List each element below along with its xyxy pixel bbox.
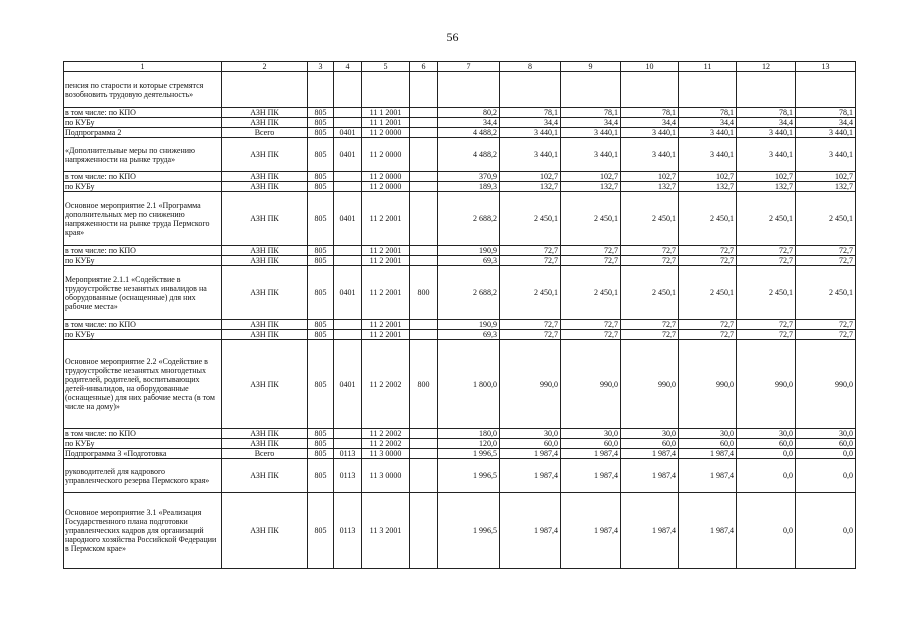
value-cell: 72,7 (500, 320, 561, 330)
value-cell (796, 72, 856, 108)
responsible-cell: АЗН ПК (222, 138, 308, 172)
value-cell: 72,7 (500, 330, 561, 340)
table-row (64, 320, 856, 330)
vr-cell (410, 330, 438, 340)
value-cell: 1 800,0 (438, 340, 500, 429)
ved-cell: 805 (308, 429, 334, 439)
vr-cell (410, 128, 438, 138)
value-cell (679, 72, 737, 108)
table-row (64, 182, 856, 192)
table-body (64, 62, 856, 569)
value-cell: 72,7 (500, 256, 561, 266)
header-cell: 7 (438, 62, 500, 72)
csr-cell: 11 2 0000 (362, 138, 410, 172)
csr-cell: 11 2 2001 (362, 320, 410, 330)
value-cell: 990,0 (561, 340, 621, 429)
value-cell: 1 996,5 (438, 459, 500, 493)
value-cell: 3 440,1 (737, 138, 796, 172)
table-row (64, 172, 856, 182)
header-cell: 13 (796, 62, 856, 72)
vr-cell (410, 493, 438, 569)
value-cell (500, 72, 561, 108)
value-cell: 2 450,1 (737, 266, 796, 320)
ved-cell: 805 (308, 320, 334, 330)
value-cell: 3 440,1 (561, 128, 621, 138)
vr-cell (410, 449, 438, 459)
ved-cell: 805 (308, 192, 334, 246)
table-row (64, 72, 856, 108)
value-cell: 72,7 (621, 330, 679, 340)
value-cell: 990,0 (500, 340, 561, 429)
value-cell: 1 987,4 (500, 449, 561, 459)
value-cell: 2 450,1 (796, 266, 856, 320)
value-cell: 30,0 (561, 429, 621, 439)
value-cell: 72,7 (796, 320, 856, 330)
value-cell: 990,0 (679, 340, 737, 429)
value-cell: 72,7 (621, 320, 679, 330)
value-cell: 72,7 (737, 330, 796, 340)
value-cell: 72,7 (621, 246, 679, 256)
value-cell: 2 450,1 (561, 192, 621, 246)
header-cell: 9 (561, 62, 621, 72)
value-cell (561, 72, 621, 108)
table-row (64, 256, 856, 266)
razd-cell (334, 246, 362, 256)
value-cell: 72,7 (679, 320, 737, 330)
value-cell: 0,0 (737, 449, 796, 459)
razd-cell: 0113 (334, 459, 362, 493)
value-cell: 990,0 (621, 340, 679, 429)
csr-cell: 11 1 2001 (362, 118, 410, 128)
name-cell: Подпрограмма 2 (64, 128, 222, 138)
value-cell: 3 440,1 (621, 138, 679, 172)
vr-cell: 800 (410, 340, 438, 429)
responsible-cell: АЗН ПК (222, 439, 308, 449)
razd-cell: 0113 (334, 449, 362, 459)
value-cell: 78,1 (621, 108, 679, 118)
ved-cell: 805 (308, 108, 334, 118)
responsible-cell: АЗН ПК (222, 108, 308, 118)
value-cell: 72,7 (561, 320, 621, 330)
table-row (64, 330, 856, 340)
table-row (64, 340, 856, 429)
ved-cell: 805 (308, 493, 334, 569)
value-cell: 2 450,1 (679, 266, 737, 320)
responsible-cell: АЗН ПК (222, 340, 308, 429)
value-cell: 60,0 (796, 439, 856, 449)
value-cell: 189,3 (438, 182, 500, 192)
responsible-cell: Всего (222, 128, 308, 138)
value-cell: 2 450,1 (500, 266, 561, 320)
value-cell: 3 440,1 (500, 138, 561, 172)
csr-cell: 11 2 2002 (362, 439, 410, 449)
name-cell: в том числе: по КПО (64, 320, 222, 330)
value-cell: 132,7 (737, 182, 796, 192)
name-cell: по КУБу (64, 182, 222, 192)
csr-cell: 11 2 2002 (362, 340, 410, 429)
value-cell: 190,9 (438, 246, 500, 256)
value-cell: 60,0 (737, 439, 796, 449)
header-cell: 1 (64, 62, 222, 72)
razd-cell: 0113 (334, 493, 362, 569)
table-row (64, 429, 856, 439)
value-cell: 60,0 (561, 439, 621, 449)
responsible-cell: АЗН ПК (222, 246, 308, 256)
value-cell: 72,7 (737, 246, 796, 256)
value-cell: 132,7 (621, 182, 679, 192)
name-cell: по КУБу (64, 330, 222, 340)
value-cell: 80,2 (438, 108, 500, 118)
name-cell: пенсия по старости и которые стремятся возобновить трудовую деятельность» (64, 72, 222, 108)
name-cell: Основное мероприятие 3.1 «Реализация Государственного плана подготовки управленческих кадров для организаций народного хозяйства Российской Федерации в Пермском крае» (64, 493, 222, 569)
header-cell: 5 (362, 62, 410, 72)
value-cell: 34,4 (737, 118, 796, 128)
value-cell: 1 996,5 (438, 493, 500, 569)
value-cell: 60,0 (500, 439, 561, 449)
header-cell: 3 (308, 62, 334, 72)
value-cell: 34,4 (621, 118, 679, 128)
value-cell: 102,7 (561, 172, 621, 182)
responsible-cell: АЗН ПК (222, 266, 308, 320)
value-cell: 4 488,2 (438, 138, 500, 172)
value-cell: 1 987,4 (679, 459, 737, 493)
responsible-cell: АЗН ПК (222, 182, 308, 192)
razd-cell (334, 256, 362, 266)
value-cell (737, 72, 796, 108)
csr-cell (362, 72, 410, 108)
value-cell: 132,7 (561, 182, 621, 192)
header-cell: 8 (500, 62, 561, 72)
responsible-cell: Всего (222, 449, 308, 459)
value-cell: 370,9 (438, 172, 500, 182)
table-row (64, 118, 856, 128)
value-cell: 2 450,1 (500, 192, 561, 246)
header-row (64, 62, 856, 72)
razd-cell (334, 108, 362, 118)
value-cell: 69,3 (438, 330, 500, 340)
value-cell: 0,0 (796, 459, 856, 493)
vr-cell (410, 108, 438, 118)
value-cell: 2 450,1 (621, 192, 679, 246)
value-cell: 2 688,2 (438, 266, 500, 320)
value-cell: 0,0 (796, 493, 856, 569)
value-cell: 60,0 (679, 439, 737, 449)
name-cell: «Дополнительные меры по снижению напряженности на рынке труда» (64, 138, 222, 172)
value-cell: 72,7 (679, 256, 737, 266)
ved-cell: 805 (308, 118, 334, 128)
name-cell: Основное мероприятие 2.2 «Содействие в трудоустройстве незанятых многодетных родителей, родителей, воспитывающих детей-инвалидов, на оборудованные (оснащенные) для них рабочие места (в том числе на дому)» (64, 340, 222, 429)
razd-cell (334, 330, 362, 340)
name-cell: Подпрограмма 3 «Подготовка (64, 449, 222, 459)
value-cell: 132,7 (679, 182, 737, 192)
razd-cell (334, 118, 362, 128)
value-cell: 30,0 (796, 429, 856, 439)
name-cell: Мероприятие 2.1.1 «Содействие в трудоустройстве незанятых инвалидов на оборудованные (оснащенные) для них рабочие места» (64, 266, 222, 320)
razd-cell: 0401 (334, 266, 362, 320)
value-cell: 30,0 (500, 429, 561, 439)
ved-cell: 805 (308, 256, 334, 266)
ved-cell: 805 (308, 439, 334, 449)
value-cell: 69,3 (438, 256, 500, 266)
value-cell: 990,0 (737, 340, 796, 429)
value-cell: 0,0 (796, 449, 856, 459)
budget-table (63, 61, 856, 569)
value-cell: 1 987,4 (561, 459, 621, 493)
csr-cell: 11 1 2001 (362, 108, 410, 118)
csr-cell: 11 2 0000 (362, 128, 410, 138)
razd-cell: 0401 (334, 340, 362, 429)
value-cell: 102,7 (621, 172, 679, 182)
vr-cell (410, 429, 438, 439)
value-cell: 2 450,1 (679, 192, 737, 246)
responsible-cell: АЗН ПК (222, 172, 308, 182)
csr-cell: 11 2 0000 (362, 182, 410, 192)
vr-cell (410, 256, 438, 266)
table-row (64, 138, 856, 172)
value-cell: 1 987,4 (621, 459, 679, 493)
value-cell: 1 987,4 (500, 459, 561, 493)
vr-cell (410, 182, 438, 192)
value-cell: 102,7 (737, 172, 796, 182)
table-row (64, 246, 856, 256)
razd-cell (334, 439, 362, 449)
value-cell: 34,4 (796, 118, 856, 128)
vr-cell (410, 459, 438, 493)
value-cell: 30,0 (679, 429, 737, 439)
ved-cell: 805 (308, 182, 334, 192)
vr-cell (410, 72, 438, 108)
csr-cell: 11 2 0000 (362, 172, 410, 182)
razd-cell (334, 429, 362, 439)
value-cell: 2 450,1 (561, 266, 621, 320)
value-cell: 132,7 (500, 182, 561, 192)
name-cell: по КУБу (64, 439, 222, 449)
vr-cell (410, 320, 438, 330)
name-cell: в том числе: по КПО (64, 172, 222, 182)
csr-cell: 11 2 2001 (362, 266, 410, 320)
table-row (64, 266, 856, 320)
responsible-cell: АЗН ПК (222, 256, 308, 266)
razd-cell (334, 172, 362, 182)
csr-cell: 11 3 0000 (362, 459, 410, 493)
value-cell: 78,1 (796, 108, 856, 118)
value-cell: 120,0 (438, 439, 500, 449)
value-cell: 72,7 (737, 256, 796, 266)
value-cell: 0,0 (737, 459, 796, 493)
responsible-cell: АЗН ПК (222, 459, 308, 493)
ved-cell: 805 (308, 449, 334, 459)
responsible-cell: АЗН ПК (222, 429, 308, 439)
value-cell: 72,7 (737, 320, 796, 330)
ved-cell: 805 (308, 330, 334, 340)
value-cell: 34,4 (679, 118, 737, 128)
vr-cell (410, 118, 438, 128)
value-cell: 72,7 (561, 246, 621, 256)
vr-cell (410, 172, 438, 182)
vr-cell (410, 246, 438, 256)
value-cell: 3 440,1 (796, 128, 856, 138)
value-cell: 1 987,4 (500, 493, 561, 569)
value-cell: 3 440,1 (679, 138, 737, 172)
csr-cell: 11 3 0000 (362, 449, 410, 459)
razd-cell: 0401 (334, 128, 362, 138)
value-cell: 34,4 (438, 118, 500, 128)
value-cell: 30,0 (621, 429, 679, 439)
value-cell: 102,7 (679, 172, 737, 182)
razd-cell (334, 320, 362, 330)
csr-cell: 11 3 2001 (362, 493, 410, 569)
name-cell: по КУБу (64, 118, 222, 128)
razd-cell (334, 72, 362, 108)
value-cell: 72,7 (679, 246, 737, 256)
value-cell: 3 440,1 (561, 138, 621, 172)
value-cell: 2 450,1 (796, 192, 856, 246)
value-cell: 2 688,2 (438, 192, 500, 246)
responsible-cell: АЗН ПК (222, 118, 308, 128)
ved-cell: 805 (308, 172, 334, 182)
csr-cell: 11 2 2001 (362, 256, 410, 266)
value-cell: 72,7 (796, 246, 856, 256)
value-cell: 3 440,1 (621, 128, 679, 138)
value-cell: 1 987,4 (621, 493, 679, 569)
table-row (64, 128, 856, 138)
header-cell: 11 (679, 62, 737, 72)
header-cell: 10 (621, 62, 679, 72)
razd-cell: 0401 (334, 138, 362, 172)
razd-cell: 0401 (334, 192, 362, 246)
value-cell: 190,9 (438, 320, 500, 330)
value-cell: 78,1 (737, 108, 796, 118)
value-cell (621, 72, 679, 108)
table-row (64, 459, 856, 493)
vr-cell (410, 439, 438, 449)
responsible-cell: АЗН ПК (222, 192, 308, 246)
page-number: 56 (446, 30, 459, 44)
value-cell: 4 488,2 (438, 128, 500, 138)
value-cell: 34,4 (561, 118, 621, 128)
value-cell: 1 987,4 (561, 493, 621, 569)
csr-cell: 11 2 2001 (362, 246, 410, 256)
value-cell: 1 987,4 (679, 449, 737, 459)
ved-cell: 805 (308, 128, 334, 138)
value-cell: 132,7 (796, 182, 856, 192)
value-cell: 3 440,1 (500, 128, 561, 138)
value-cell: 180,0 (438, 429, 500, 439)
header-cell: 4 (334, 62, 362, 72)
value-cell (438, 72, 500, 108)
name-cell: в том числе: по КПО (64, 246, 222, 256)
value-cell: 0,0 (737, 493, 796, 569)
value-cell: 72,7 (621, 256, 679, 266)
value-cell: 2 450,1 (621, 266, 679, 320)
header-cell: 2 (222, 62, 308, 72)
value-cell: 78,1 (679, 108, 737, 118)
name-cell: по КУБу (64, 256, 222, 266)
value-cell: 2 450,1 (737, 192, 796, 246)
header-cell: 12 (737, 62, 796, 72)
name-cell: руководителей для кадрового управленческого резерва Пермского края» (64, 459, 222, 493)
responsible-cell: АЗН ПК (222, 320, 308, 330)
table-row (64, 192, 856, 246)
csr-cell: 11 2 2001 (362, 330, 410, 340)
csr-cell: 11 2 2001 (362, 192, 410, 246)
value-cell: 102,7 (796, 172, 856, 182)
value-cell: 1 996,5 (438, 449, 500, 459)
value-cell: 72,7 (561, 330, 621, 340)
responsible-cell: АЗН ПК (222, 330, 308, 340)
value-cell: 3 440,1 (679, 128, 737, 138)
table-row (64, 449, 856, 459)
ved-cell: 805 (308, 266, 334, 320)
value-cell: 34,4 (500, 118, 561, 128)
name-cell: Основное мероприятие 2.1 «Программа дополнительных мер по снижению напряженности на рынке труда Пермского края» (64, 192, 222, 246)
value-cell: 78,1 (500, 108, 561, 118)
value-cell: 102,7 (500, 172, 561, 182)
value-cell: 3 440,1 (796, 138, 856, 172)
value-cell: 60,0 (621, 439, 679, 449)
value-cell: 1 987,4 (561, 449, 621, 459)
value-cell: 990,0 (796, 340, 856, 429)
value-cell: 3 440,1 (737, 128, 796, 138)
responsible-cell: АЗН ПК (222, 493, 308, 569)
vr-cell (410, 138, 438, 172)
ved-cell: 805 (308, 246, 334, 256)
csr-cell: 11 2 2002 (362, 429, 410, 439)
value-cell: 1 987,4 (621, 449, 679, 459)
value-cell: 72,7 (679, 330, 737, 340)
ved-cell: 805 (308, 138, 334, 172)
name-cell: в том числе: по КПО (64, 108, 222, 118)
vr-cell: 800 (410, 266, 438, 320)
name-cell: в том числе: по КПО (64, 429, 222, 439)
ved-cell: 805 (308, 459, 334, 493)
ved-cell: 805 (308, 340, 334, 429)
value-cell: 30,0 (737, 429, 796, 439)
table-row (64, 439, 856, 449)
value-cell: 1 987,4 (679, 493, 737, 569)
value-cell: 78,1 (561, 108, 621, 118)
value-cell: 72,7 (796, 256, 856, 266)
razd-cell (334, 182, 362, 192)
header-cell: 6 (410, 62, 438, 72)
vr-cell (410, 192, 438, 246)
table-row (64, 493, 856, 569)
ved-cell (308, 72, 334, 108)
value-cell: 72,7 (796, 330, 856, 340)
value-cell: 72,7 (561, 256, 621, 266)
value-cell: 72,7 (500, 246, 561, 256)
table-row (64, 108, 856, 118)
responsible-cell (222, 72, 308, 108)
